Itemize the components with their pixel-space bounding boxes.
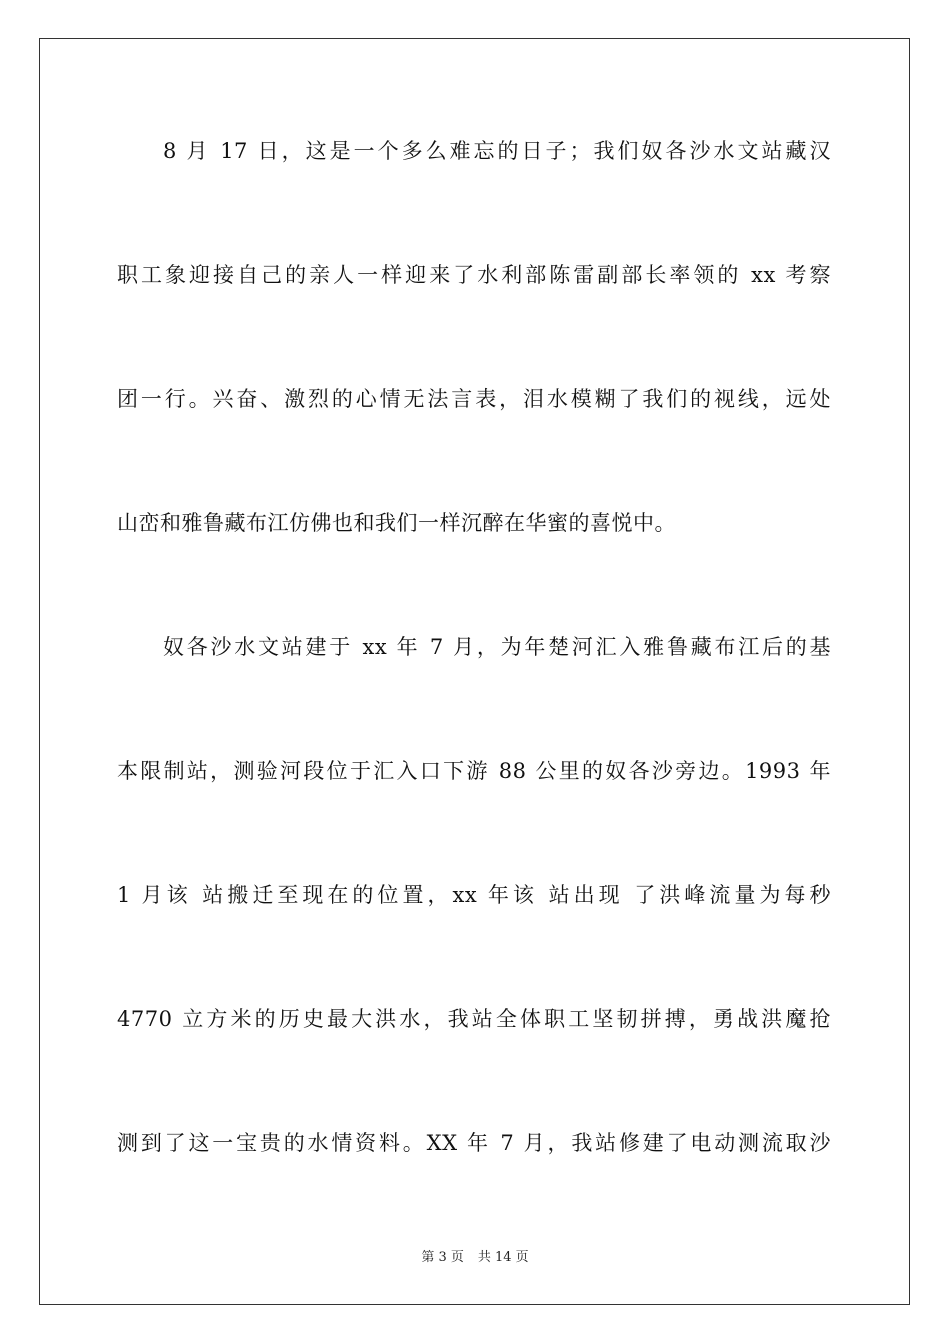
page-border xyxy=(39,38,910,1305)
text-line-6: 本限制站，测验河段位于汇入口下游 88 公里的奴各沙旁边。1993 年 xyxy=(117,759,831,783)
text-line-7: 1 月该 站搬迁至现在的位置，xx 年该 站出现 了洪峰流量为每秒 xyxy=(117,883,831,907)
text-line-2: 职工象迎接自己的亲人一样迎来了水利部陈雷副部长率领的 xx 考察 xyxy=(117,263,831,287)
text-line-3: 团一行。兴奋、激烈的心情无法言表，泪水模糊了我们的视线，远处 xyxy=(117,387,831,411)
total-pages: 共 14 页 xyxy=(477,1250,529,1265)
text-line-8: 4770 立方米的历史最大洪水，我站全体职工坚韧拼搏，勇战洪魔抢 xyxy=(117,1007,831,1031)
page-number: 第 3 页 xyxy=(421,1250,464,1265)
text-line-5: 奴各沙水文站建于 xx 年 7 月，为年楚河汇入雅鲁藏布江后的基 xyxy=(163,635,831,659)
text-line-4: 山峦和雅鲁藏布江仿佛也和我们一样沉醉在华蜜的喜悦中。 xyxy=(117,511,676,535)
text-line-9: 测到了这一宝贵的水情资料。XX 年 7 月，我站修建了电动测流取沙 xyxy=(117,1131,831,1155)
page-footer xyxy=(0,1246,950,1265)
text-line-1: 8 月 17 日，这是一个多么难忘的日子；我们奴各沙水文站藏汉 xyxy=(163,139,831,163)
